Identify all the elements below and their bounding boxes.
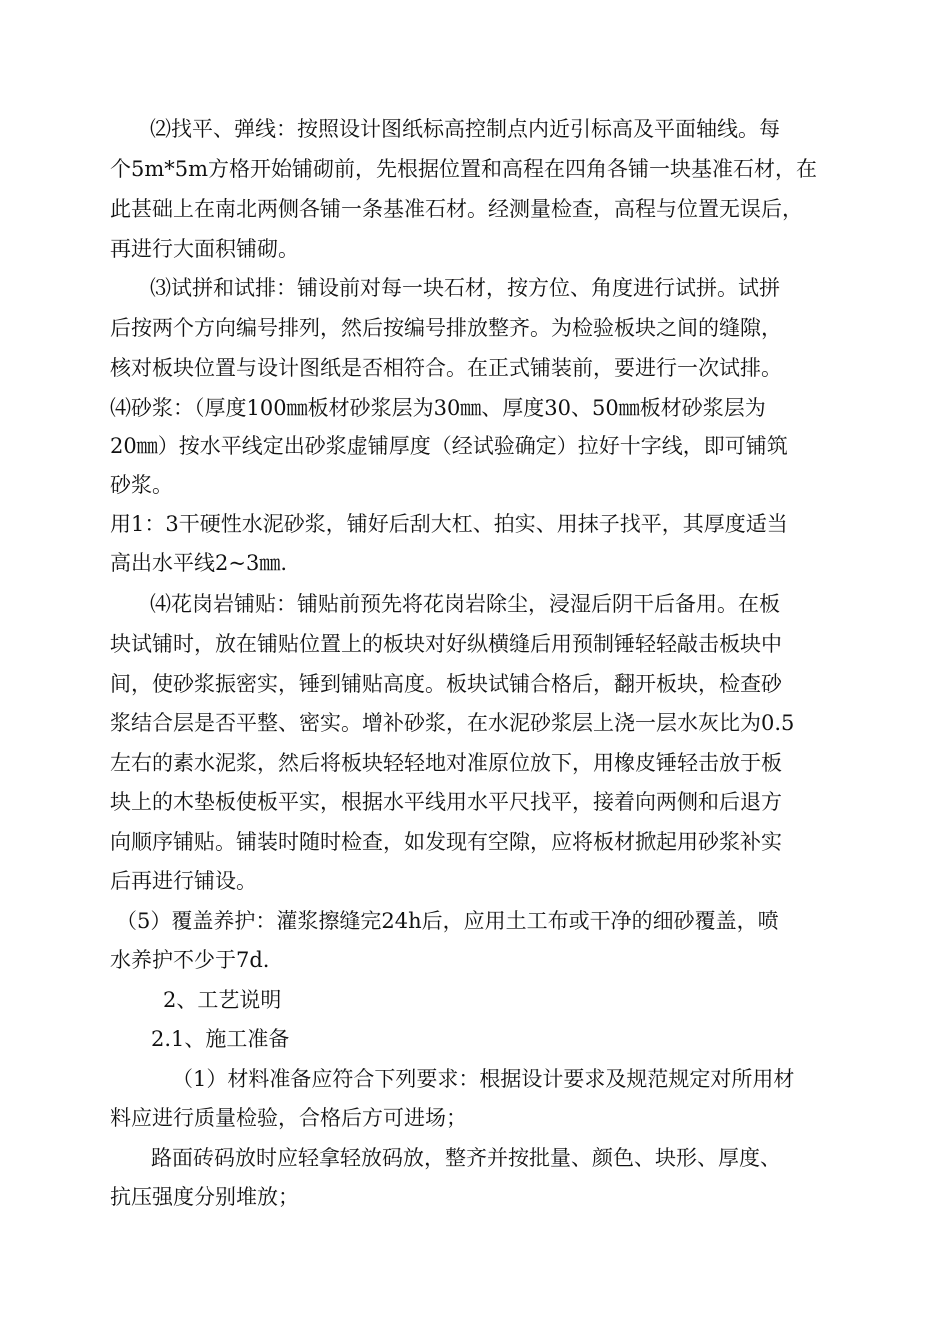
text-line: 后再进行铺设。 bbox=[110, 869, 257, 893]
text-line: 砂浆。 bbox=[110, 473, 173, 497]
text-line: ⑶试拼和试排：铺设前对每一块石材，按方位、角度进行试拼。试拼 bbox=[150, 276, 780, 300]
subsection-heading: 2.1、施工准备 bbox=[151, 1027, 290, 1051]
text-line: 左右的素水泥浆，然后将板块轻轻地对准原位放下，用橡皮锤轻击放于板 bbox=[110, 751, 782, 775]
text-line: ⑵找平、弹线：按照设计图纸标高控制点内近引标高及平面轴线。每 bbox=[150, 117, 780, 141]
text-line: 用1：3干硬性水泥砂浆，铺好后刮大杠、拍实、用抹子找平，其厚度适当 bbox=[110, 512, 788, 536]
text-line: 个5m*5m方格开始铺砌前，先根据位置和高程在四角各铺一块基准石材，在 bbox=[110, 157, 818, 181]
text-line: 块上的木垫板使板平实，根据水平线用水平尺找平，接着向两侧和后退方 bbox=[110, 790, 782, 814]
text-line: 高出水平线2~3㎜. bbox=[110, 551, 287, 575]
text-line: 路面砖码放时应轻拿轻放码放，整齐并按批量、颜色、块形、厚度、 bbox=[151, 1146, 781, 1170]
text-line: 料应进行质量检验，合格后方可进场； bbox=[110, 1106, 467, 1130]
text-line: 20㎜）按水平线定出砂浆虚铺厚度（经试验确定）拉好十字线，即可铺筑 bbox=[110, 434, 788, 458]
text-line: （1）材料准备应符合下列要求：根据设计要求及规范规定对所用材 bbox=[172, 1067, 795, 1091]
text-line: 向顺序铺贴。铺装时随时检查，如发现有空隙，应将板材掀起用砂浆补实 bbox=[110, 830, 782, 854]
text-line: 间，使砂浆振密实，锤到铺贴高度。板块试铺合格后，翻开板块，检查砂 bbox=[110, 672, 782, 696]
text-line: ⑷砂浆：（厚度100㎜板材砂浆层为30㎜、厚度30、50㎜板材砂浆层为 bbox=[110, 396, 766, 420]
text-line: 后按两个方向编号排列，然后按编号排放整齐。为检验板块之间的缝隙， bbox=[110, 316, 782, 340]
text-line: 块试铺时，放在铺贴位置上的板块对好纵横缝后用预制锤轻轻敲击板块中 bbox=[110, 632, 782, 656]
section-heading: 2、工艺说明 bbox=[163, 988, 282, 1012]
text-line: （5）覆盖养护：灌浆擦缝完24h后，应用土工布或干净的细砂覆盖，喷 bbox=[116, 909, 779, 933]
text-line: 抗压强度分别堆放； bbox=[110, 1185, 299, 1209]
text-line: 浆结合层是否平整、密实。增补砂浆，在水泥砂浆层上浇一层水灰比为0.5 bbox=[110, 711, 795, 735]
text-line: 核对板块位置与设计图纸是否相符合。在正式铺装前，要进行一次试排。 bbox=[110, 356, 782, 380]
text-line: ⑷花岗岩铺贴：铺贴前预先将花岗岩除尘，浸湿后阴干后备用。在板 bbox=[150, 592, 780, 616]
text-line: 再进行大面积铺砌。 bbox=[110, 237, 299, 261]
text-line: 此甚础上在南北两侧各铺一条基准石材。经测量检查，高程与位置无误后， bbox=[110, 197, 803, 221]
text-line: 水养护不少于7d. bbox=[110, 948, 270, 972]
